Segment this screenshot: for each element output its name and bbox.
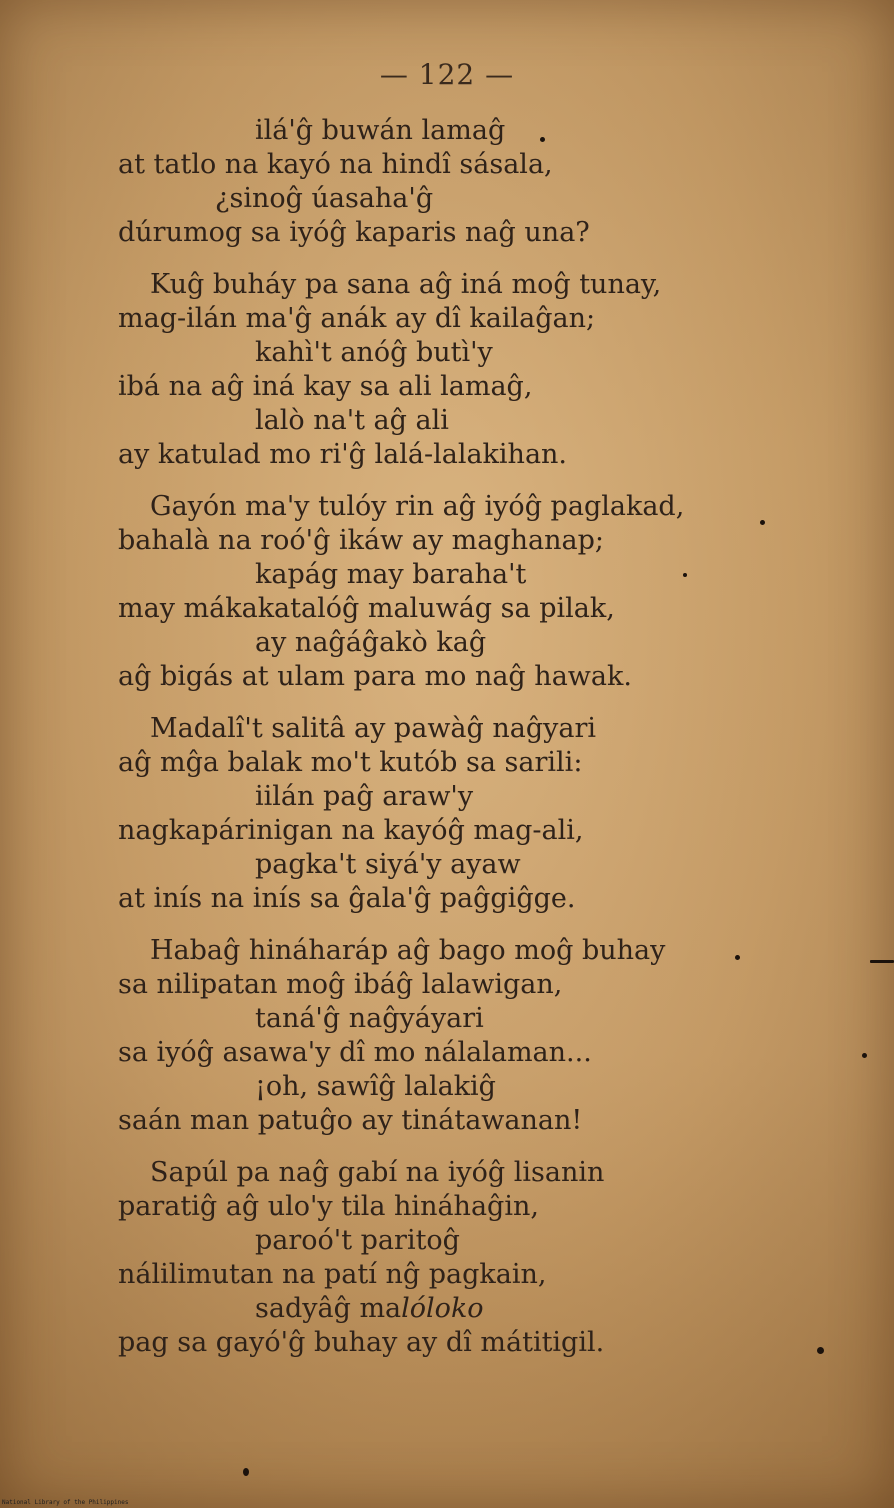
poem-line: ay katulad mo ri'ĝ lalá-lalakihan. xyxy=(118,439,568,470)
poem-line xyxy=(0,1292,894,1326)
stanza-4 xyxy=(0,712,894,916)
poem-line: at tatlo na kayó na hindî sásala, xyxy=(118,149,553,180)
poem-line: iilán paĝ araw'y xyxy=(255,781,474,812)
stanza-5 xyxy=(0,934,894,1138)
poem-line: paratiĝ aĝ ulo'y tila hináhaĝin, xyxy=(118,1191,539,1222)
poem-line: Habaĝ hináharáp aĝ bago moĝ buhay xyxy=(150,935,666,966)
page-number: — 122 — xyxy=(379,58,515,91)
poem-line: ilá'ĝ buwán lamaĝ xyxy=(255,115,506,146)
poem-line: ¡oh, sawîĝ lalakiĝ xyxy=(255,1071,496,1102)
poem-line: kahì't anóĝ butì'y xyxy=(255,337,493,368)
poem-line: paroó't paritoĝ xyxy=(255,1225,460,1256)
poem-line: dúrumog sa iyóĝ kaparis naĝ una? xyxy=(118,217,590,248)
poem-line: may mákakatalóĝ maluwág sa pilak, xyxy=(118,593,615,624)
poem-line: nálilimutan na patí nĝ pagkain, xyxy=(118,1259,547,1290)
italic-word: lóloko xyxy=(401,1293,484,1324)
library-watermark: National Library of the Philippines xyxy=(2,1499,129,1506)
poem-line: Gayón ma'y tulóy rin aĝ iyóĝ paglakad, xyxy=(150,491,685,522)
poem-line: Sapúl pa naĝ gabí na iyóĝ lisanin xyxy=(150,1157,605,1188)
poem-line: Kuĝ buháy pa sana aĝ iná moĝ tunay, xyxy=(150,269,662,300)
poem-line: saán man patuĝo ay tinátawanan! xyxy=(118,1105,583,1136)
ink-speck xyxy=(760,520,765,525)
poem-line-text: sadyâĝ ma xyxy=(255,1293,402,1324)
poem-line: ¿sinoĝ úasaha'ĝ xyxy=(215,183,434,214)
poem-line: pagka't siyá'y ayaw xyxy=(255,849,521,880)
ink-speck xyxy=(870,960,894,963)
poem-line: taná'ĝ naĝyáyari xyxy=(255,1003,484,1034)
poem-line: ay naĝáĝakò kaĝ xyxy=(255,627,487,658)
poem-line: kapág may baraha't xyxy=(255,559,527,590)
ink-speck xyxy=(540,137,545,142)
ink-speck xyxy=(817,1347,824,1354)
ink-speck xyxy=(735,955,740,960)
poem-line: aĝ bigás at ulam para mo naĝ hawak. xyxy=(118,661,632,692)
poem-line: nagkapárinigan na kayóĝ mag-ali, xyxy=(118,815,584,846)
poem-line: mag-ilán ma'ĝ anák ay dî kailaĝan; xyxy=(118,303,596,334)
stanza-1 xyxy=(0,114,894,250)
poem-line: bahalà na roó'ĝ ikáw ay maghanap; xyxy=(118,525,605,556)
ink-speck xyxy=(683,573,687,577)
poem-line: Madalî't salitâ ay pawàĝ naĝyari xyxy=(150,713,597,744)
poem-line: lalò na't aĝ ali xyxy=(255,405,449,436)
poem-line: at inís na inís sa ĝala'ĝ paĝgiĝge. xyxy=(118,883,576,914)
ink-speck xyxy=(862,1053,867,1058)
poem-line: sa iyóĝ asawa'y dî mo nálalaman... xyxy=(118,1037,592,1068)
poem-line: sa nilipatan moĝ ibáĝ lalawigan, xyxy=(118,969,563,1000)
poem-line: ibá na aĝ iná kay sa ali lamaĝ, xyxy=(118,371,533,402)
poem-line: aĝ mĝa balak mo't kutób sa sarili: xyxy=(118,747,583,778)
ink-speck xyxy=(243,1468,249,1476)
stanza-2 xyxy=(0,268,894,472)
poem-line: pag sa gayó'ĝ buhay ay dî mátitigil. xyxy=(118,1327,605,1358)
stanza-6 xyxy=(0,1156,894,1360)
poem xyxy=(0,114,894,1378)
